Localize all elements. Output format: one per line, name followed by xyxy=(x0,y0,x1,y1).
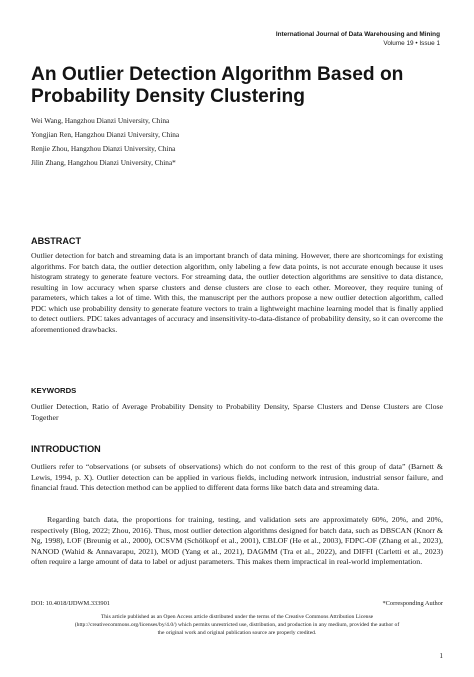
keywords-heading: KEYWORDS xyxy=(31,386,77,395)
journal-name: International Journal of Data Warehousing and Mining xyxy=(275,31,440,38)
introduction-paragraph: Regarding batch data, the proportions for training, testing, and validation sets are approximately 60%, 20%, and 20%, respectively (Blog, 2022; Zhou, 2016). Thus, most outlier detection algorithms designed for batch data, such as DBSCAN (Knorr & Ng, 1998), LOF (Breunig et al., 2000), OCSVM (Schölkopf et al., 2001), CBLOF (He et al., 2003), FDPC-OF (Zhang et al., 2023), NANOD (Wahid & Annavarapu, 2021), MOD (Yang et al., 2021), DAGMM (Tra et al., 2022), and DIFFI (Carletti et al., 2023) often require a large amount of data to label or adjust parameters. This makes them impractical in real-world implementation. xyxy=(31,515,443,566)
corresponding-author-note: *Corresponding Author xyxy=(382,600,443,607)
journal-header xyxy=(276,31,440,48)
author-line: Yongjian Ren, Hangzhou Dianzi University, China xyxy=(31,129,180,139)
introduction-paragraph: Outliers refer to “observations (or subsets of observations) which do not conform to the rest of this group of data” (Barnett & Lewis, 1994, p. X). Outlier detection can be applied in various fields, including network intrusion, industrial sensor failure, and financial fraud. This detection method can be applied to different data forms like batch data and streaming data. xyxy=(31,462,443,492)
article-title: An Outlier Detection Algorithm Based on Probability Density Clustering xyxy=(31,64,404,107)
author-line: Wei Wang, Hangzhou Dianzi University, China xyxy=(31,116,170,125)
license-notice: This article published as an Open Access article distributed under the terms of the Creative Commons Attribution License (http://creativecommons.org/licenses/by/4.0/) which permits unrestricted use, distribution, and production in any medium, provided the author of the original work and original publication source are properly credited. xyxy=(74,614,400,637)
author-line: Renjie Zhou, Hangzhou Dianzi University, China xyxy=(31,143,176,153)
author-line: Jilin Zhang, Hangzhou Dianzi University, China* xyxy=(31,157,176,167)
abstract-heading: ABSTRACT xyxy=(31,236,82,246)
introduction-heading: INTRODUCTION xyxy=(31,444,101,454)
abstract-body: Outlier detection for batch and streaming data is an important branch of data mining. However, there are shortcomings for existing algorithms. For batch data, the outlier detection algorithm, only labeling a few data points, is not accurate enough because it uses histogram strategy to generate feature vectors. For streaming data, the outlier detection algorithms are sensitive to data distance, resulting in low accuracy when sparse clusters and dense clusters are close to each other. Moreover, they require tuning of parameters, which takes a lot of time. With this, the manuscript per the authors propose a new outlier detection algorithm, called PDC which use probability density to generate feature vectors to train a lightweight machine learning model that is finally applied to detect outliers. PDC takes advantages of accuracy and insensitivity-to-data-distance of probability density, so it can overcome the aforementioned drawbacks. xyxy=(31,251,443,334)
author-list xyxy=(31,114,179,170)
doi-link[interactable]: DOI: 10.4018/IJDWM.333901 xyxy=(31,600,110,607)
page-number: 1 xyxy=(439,652,443,660)
keywords-body: Outlier Detection, Ratio of Average Probability Density to Probability Density, Sparse Clusters and Dense Clusters are Close Together xyxy=(31,402,443,422)
volume-issue: Volume 19 • Issue 1 xyxy=(383,39,440,47)
